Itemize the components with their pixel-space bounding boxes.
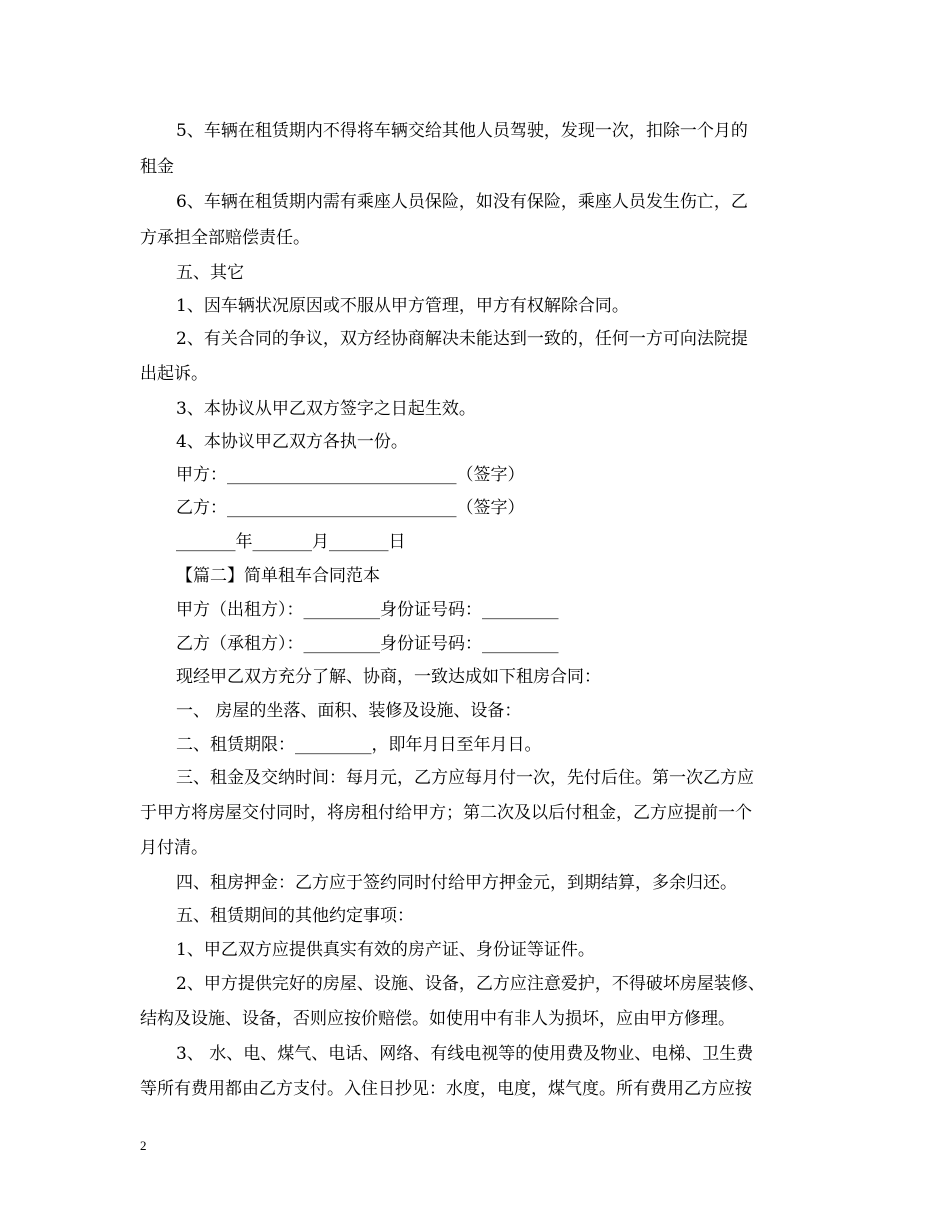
- text-line: 四、租房押金：乙方应于签约同时付给甲方押金元，到期结算，多余归还。: [176, 873, 737, 893]
- text-line: 4、本协议甲乙双方各执一份。: [176, 432, 408, 452]
- text-line: 6、车辆在租赁期内需有乘座人员保险，如没有保险，乘座人员发生伤亡，乙: [176, 192, 748, 212]
- text-line: 1、甲乙双方应提供真实有效的房产证、身份证等证件。: [176, 940, 595, 960]
- text-line: 2、有关合同的争议，双方经协商解决未能达到一致的，任何一方可向法院提: [176, 329, 748, 349]
- text-line: 5、车辆在租赁期内不得将车辆交给其他人员驾驶，发现一次，扣除一个月的: [176, 121, 748, 141]
- text-line: 方承担全部赔偿责任。: [140, 228, 310, 248]
- text-line: 等所有费用都由乙方支付。入住日抄见：水度，电度，煤气度。所有费用乙方应按: [140, 1079, 752, 1099]
- text-line: 2、甲方提供完好的房屋、设施、设备，乙方应注意爱护，不得破坏房屋装修、: [176, 974, 765, 994]
- text-line: 租金: [140, 157, 174, 177]
- signature-line-party-b: 乙方：___________________________（签字）: [176, 498, 525, 518]
- text-line: 3、本协议从甲乙双方签字之日起生效。: [176, 399, 476, 419]
- text-line: 结构及设施、设备，否则应按价赔偿。如使用中有非人为损坏，应由甲方修理。: [140, 1009, 735, 1029]
- text-line: 于甲方将房屋交付同时，将房租付给甲方；第二次及以后付租金，乙方应提前一个: [140, 803, 752, 823]
- text-line: 一、 房屋的坐落、面积、装修及设施、设备：: [176, 701, 522, 721]
- date-line: _______年_______月_______日: [176, 532, 406, 552]
- section-title: 【篇二】简单租车合同范本: [176, 566, 380, 586]
- text-line: 二、租赁期限：_________，即年月日至年月日。: [176, 735, 542, 755]
- text-line: 三、租金及交纳时间：每月元，乙方应每月付一次，先付后住。第一次乙方应: [176, 768, 754, 788]
- text-line: 月付清。: [140, 838, 208, 858]
- text-line: 3、 水、电、煤气、电话、网络、有线电视等的使用费及物业、电梯、卫生费: [176, 1044, 754, 1064]
- party-a-info: 甲方（出租方）：_________身份证号码：_________: [176, 600, 559, 620]
- text-line: 现经甲乙双方充分了解、协商，一致达成如下租房合同：: [176, 667, 601, 687]
- text-line: 出起诉。: [140, 364, 208, 384]
- text-line: 1、因车辆状况原因或不服从甲方管理，甲方有权解除合同。: [176, 296, 629, 316]
- section-heading: 五、其它: [176, 263, 244, 283]
- page-number: 2: [140, 1138, 147, 1153]
- text-line: 五、租赁期间的其他约定事项：: [176, 906, 414, 926]
- party-b-info: 乙方（承租方）：_________身份证号码：_________: [176, 634, 559, 654]
- signature-line-party-a: 甲方：___________________________（签字）: [176, 465, 525, 485]
